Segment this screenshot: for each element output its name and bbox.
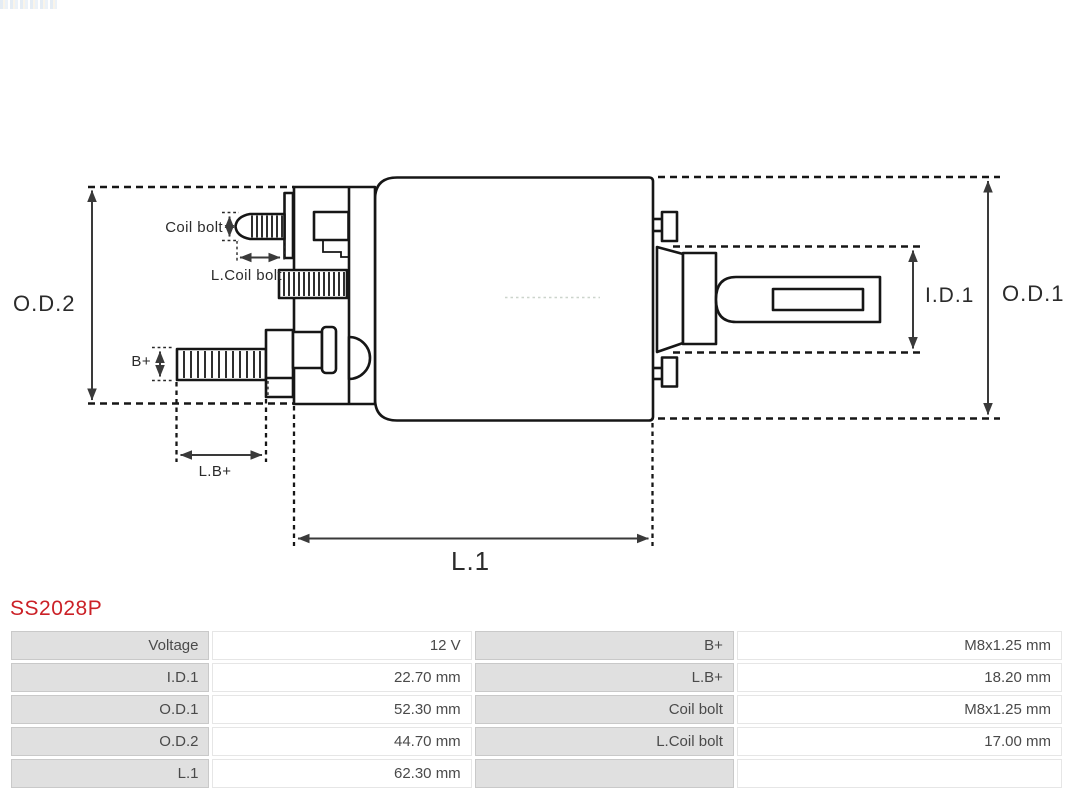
spec-value: M8x1.25 mm <box>737 631 1062 660</box>
b-plus-dimension <box>152 348 173 381</box>
table-row <box>11 727 1062 756</box>
coil-bolt <box>236 214 285 239</box>
od1-label: O.D.1 <box>1002 281 1065 306</box>
mounting-tab-top <box>653 212 677 241</box>
spec-label: B+ <box>475 631 734 660</box>
l1-dimension <box>294 406 653 546</box>
spec-label: I.D.1 <box>11 663 209 692</box>
table-row <box>11 631 1062 660</box>
solenoid-body <box>375 178 653 421</box>
spec-label: L.Coil bolt <box>475 727 734 756</box>
id1-label: I.D.1 <box>925 284 975 307</box>
b-plus-label: B+ <box>131 353 151 370</box>
terminal-block <box>293 332 322 368</box>
l-b-plus-dimension <box>177 382 267 462</box>
od2-label: O.D.2 <box>13 291 76 316</box>
spec-value: 18.20 mm <box>737 663 1062 692</box>
table-row <box>11 759 1062 788</box>
l-b-plus-label: L.B+ <box>198 463 232 480</box>
spec-label <box>475 759 734 788</box>
spec-value: 44.70 mm <box>212 727 471 756</box>
table-row <box>11 695 1062 724</box>
spec-table <box>8 628 1065 791</box>
spec-value <box>737 759 1062 788</box>
spec-value: 17.00 mm <box>737 727 1062 756</box>
spec-label: Voltage <box>11 631 209 660</box>
plunger-slot <box>773 289 863 310</box>
hex-nut <box>266 330 293 397</box>
part-number-heading: SS2028P <box>10 597 103 620</box>
table-row <box>11 663 1062 692</box>
l-coil-bolt-dimension <box>237 241 280 263</box>
spec-value: M8x1.25 mm <box>737 695 1062 724</box>
mounting-tab-bottom <box>653 358 677 387</box>
spec-label: O.D.1 <box>11 695 209 724</box>
spec-value: 22.70 mm <box>212 663 471 692</box>
l-coil-bolt-label: L.Coil bolt <box>210 267 282 284</box>
spec-label: L.B+ <box>475 663 734 692</box>
plunger <box>657 247 880 352</box>
spec-value: 62.30 mm <box>212 759 471 788</box>
coil-bolt-label: Coil bolt <box>165 219 223 236</box>
spec-label: L.1 <box>11 759 209 788</box>
spec-label: O.D.2 <box>11 727 209 756</box>
spec-value: 52.30 mm <box>212 695 471 724</box>
washer <box>322 327 336 373</box>
l1-label: L.1 <box>451 546 491 576</box>
spec-value: 12 V <box>212 631 471 660</box>
spec-label: Coil bolt <box>475 695 734 724</box>
